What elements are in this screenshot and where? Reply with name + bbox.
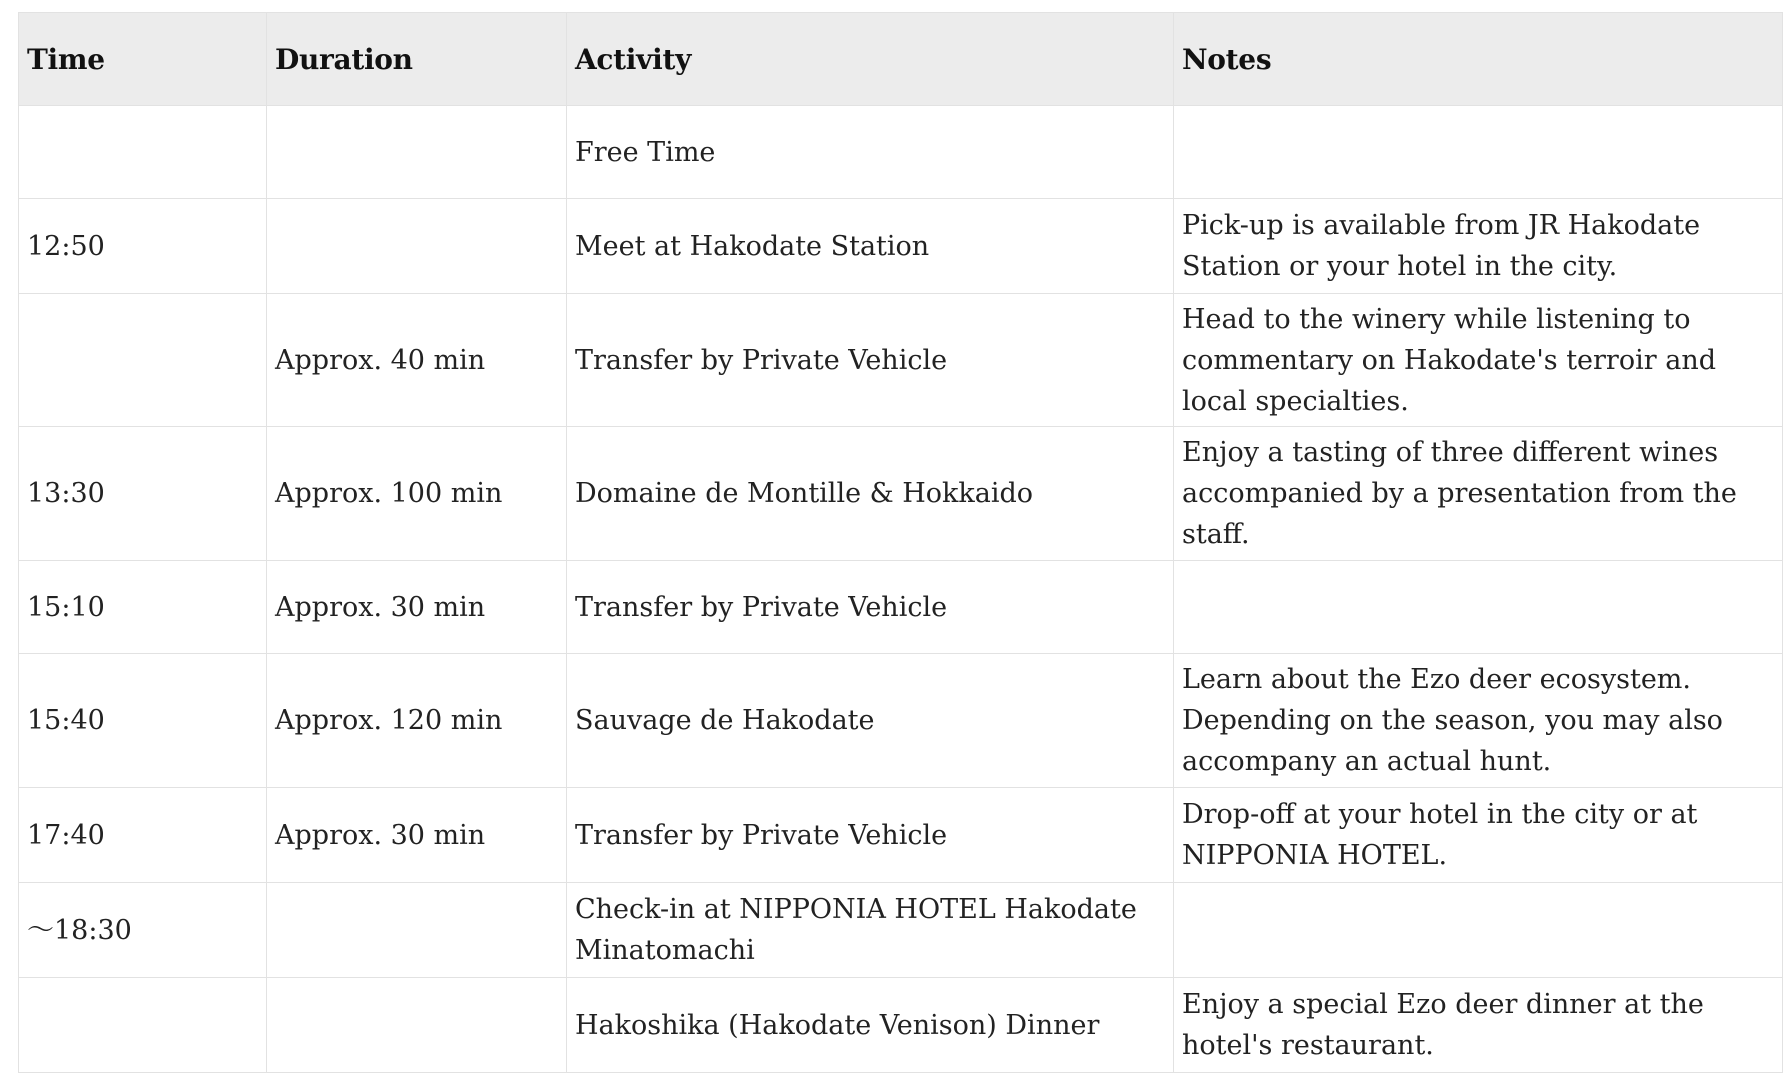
- activity-cell: Check-in at NIPPONIA HOTEL Hakodate Minatomachi: [567, 883, 1174, 978]
- notes-cell: [1174, 561, 1783, 654]
- duration-cell: [267, 978, 567, 1073]
- table-row: [19, 561, 1783, 654]
- notes-cell: Enjoy a special Ezo deer dinner at the hotel's restaurant.: [1174, 978, 1783, 1073]
- header-time: Time: [19, 13, 267, 106]
- table-row: [19, 106, 1783, 199]
- table-row: [19, 654, 1783, 788]
- table-row: [19, 427, 1783, 561]
- table-body: [19, 106, 1783, 1073]
- duration-cell: Approx. 120 min: [267, 654, 567, 788]
- table-row: [19, 788, 1783, 883]
- header-duration: Duration: [267, 13, 567, 106]
- header-row: [19, 13, 1783, 106]
- duration-cell: Approx. 30 min: [267, 788, 567, 883]
- itinerary-table: [18, 12, 1783, 1073]
- duration-cell: Approx. 30 min: [267, 561, 567, 654]
- duration-cell: [267, 883, 567, 978]
- notes-cell: Drop-off at your hotel in the city or at NIPPONIA HOTEL.: [1174, 788, 1783, 883]
- table-row: [19, 883, 1783, 978]
- notes-cell: [1174, 883, 1783, 978]
- activity-cell: Sauvage de Hakodate: [567, 654, 1174, 788]
- activity-cell: Domaine de Montille & Hokkaido: [567, 427, 1174, 561]
- activity-cell: Meet at Hakodate Station: [567, 199, 1174, 294]
- activity-cell: Transfer by Private Vehicle: [567, 294, 1174, 427]
- duration-cell: [267, 199, 567, 294]
- time-cell: [19, 294, 267, 427]
- activity-cell: Free Time: [567, 106, 1174, 199]
- table-header: [19, 13, 1783, 106]
- activity-cell: Hakoshika (Hakodate Venison) Dinner: [567, 978, 1174, 1073]
- table-row: [19, 978, 1783, 1073]
- notes-cell: Learn about the Ezo deer ecosystem. Depending on the season, you may also accompany an actual hunt.: [1174, 654, 1783, 788]
- notes-cell: [1174, 106, 1783, 199]
- activity-cell: Transfer by Private Vehicle: [567, 788, 1174, 883]
- duration-cell: [267, 106, 567, 199]
- table-row: [19, 294, 1783, 427]
- activity-cell: Transfer by Private Vehicle: [567, 561, 1174, 654]
- time-cell: 13:30: [19, 427, 267, 561]
- notes-cell: Head to the winery while listening to commentary on Hakodate's terroir and local specialties.: [1174, 294, 1783, 427]
- duration-cell: Approx. 100 min: [267, 427, 567, 561]
- time-cell: 15:40: [19, 654, 267, 788]
- duration-cell: Approx. 40 min: [267, 294, 567, 427]
- time-cell: 15:10: [19, 561, 267, 654]
- time-cell: [19, 978, 267, 1073]
- table-row: [19, 199, 1783, 294]
- time-cell: 〜18:30: [19, 883, 267, 978]
- header-activity: Activity: [567, 13, 1174, 106]
- time-cell: [19, 106, 267, 199]
- time-cell: 17:40: [19, 788, 267, 883]
- time-cell: 12:50: [19, 199, 267, 294]
- notes-cell: Pick-up is available from JR Hakodate Station or your hotel in the city.: [1174, 199, 1783, 294]
- notes-cell: Enjoy a tasting of three different wines accompanied by a presentation from the staff.: [1174, 427, 1783, 561]
- header-notes: Notes: [1174, 13, 1783, 106]
